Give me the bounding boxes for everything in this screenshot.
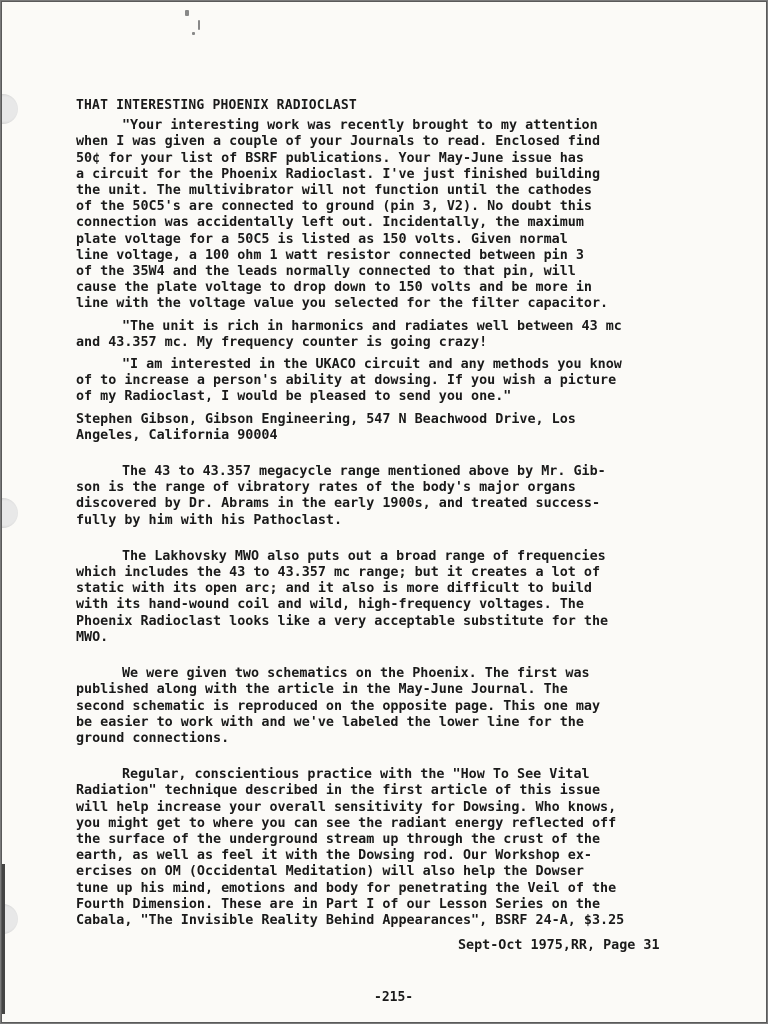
letter-paragraph-3: "I am interested in the UKACO circuit and any methods you know of to increase a person's ability at dowsing. If you wish a picture of my Radioclast, I would be pleased to send you one.": [76, 357, 622, 405]
letter-paragraph-1: "Your interesting work was recently brought to my attention when I was given a couple of your Journals to read. Enclosed find 50¢ for your list of BSRF publications. Your May-June issue has a circuit for the Phoenix Radioclast. I've just finished building the unit. The multivibrator will not function until the cathodes of the 50C5's are connected to ground (pin 3, V2). No doubt this connection was accidentally left out. Incidentally, the maximum plate voltage for a 50C5 is listed as 150 volts. Given normal line voltage, a 100 ohm 1 watt resistor connected between pin 3 of the 35W4 and the leads normally connected to that pin, will cause the plate voltage to drop down to 150 volts and be more in line with the voltage value you selected for the filter capacitor.: [76, 118, 609, 312]
letter-signature: Stephen Gibson, Gibson Engineering, 547 N Beachwood Drive, Los Angeles, California 90004: [76, 411, 576, 443]
body-paragraph-2: The Lakhovsky MWO also puts out a broad range of frequencies which includes the 43 to 43.357 mc range; but it creates a lot of static with its open arc; and it also is more difficult to build with its hand-wound coil and wild, high-frequency voltages. The Phoenix Radioclast looks like a very acceptable substitute for the MWO.: [76, 548, 609, 645]
binder-hole-middle: [1, 498, 18, 528]
letter-paragraph-2: "The unit is rich in harmonics and radiates well between 43 mc and 43.357 mc. My frequency counter is going crazy!: [76, 318, 622, 350]
issue-footer: Sept-Oct 1975,RR, Page 31: [458, 938, 660, 953]
body-paragraph-1: The 43 to 43.357 megacycle range mentioned above by Mr. Gib- son is the range of vibratory rates of the body's major organs discovered by Dr. Abrams in the early 1900s, and treated success- fully by him with his Pathoclast.: [76, 464, 606, 528]
body-paragraph-3: We were given two schematics on the Phoenix. The first was published along with the article in the May-June Journal. The second schematic is reproduced on the opposite page. This one may be easier to work with and we've labeled the lower line for the ground connections.: [76, 666, 601, 746]
scan-edge-mark: [2, 864, 5, 1014]
article-title: THAT INTERESTING PHOENIX RADIOCLAST: [76, 98, 357, 113]
scan-speck: [192, 32, 195, 35]
binder-hole-top: [1, 94, 18, 124]
document-text: [76, 98, 726, 929]
page-number: -215-: [374, 990, 414, 1005]
document-page: [1, 1, 767, 1023]
body-paragraph-4: Regular, conscientious practice with the "How To See Vital Radiation" technique described in the first article of this issue will help increase your overall sensitivity for Dowsing. Who knows, you might get to where you can see the radiant energy reflected off the surface of the underground stream up through the crust of the earth, as well as feel it with the Dowsing rod. Our Workshop ex- ercises on OM (Occidental Meditation) will also help the Dowser tune up his mind, emotions and body for penetrating the Veil of the Fourth Dimension. These are in Part I of our Lesson Series on the Cabala, "The Invisible Reality Behind Appearances", BSRF 24-A, $3.25: [76, 767, 625, 928]
scan-speck: [185, 10, 189, 16]
scan-speck: [198, 20, 200, 30]
